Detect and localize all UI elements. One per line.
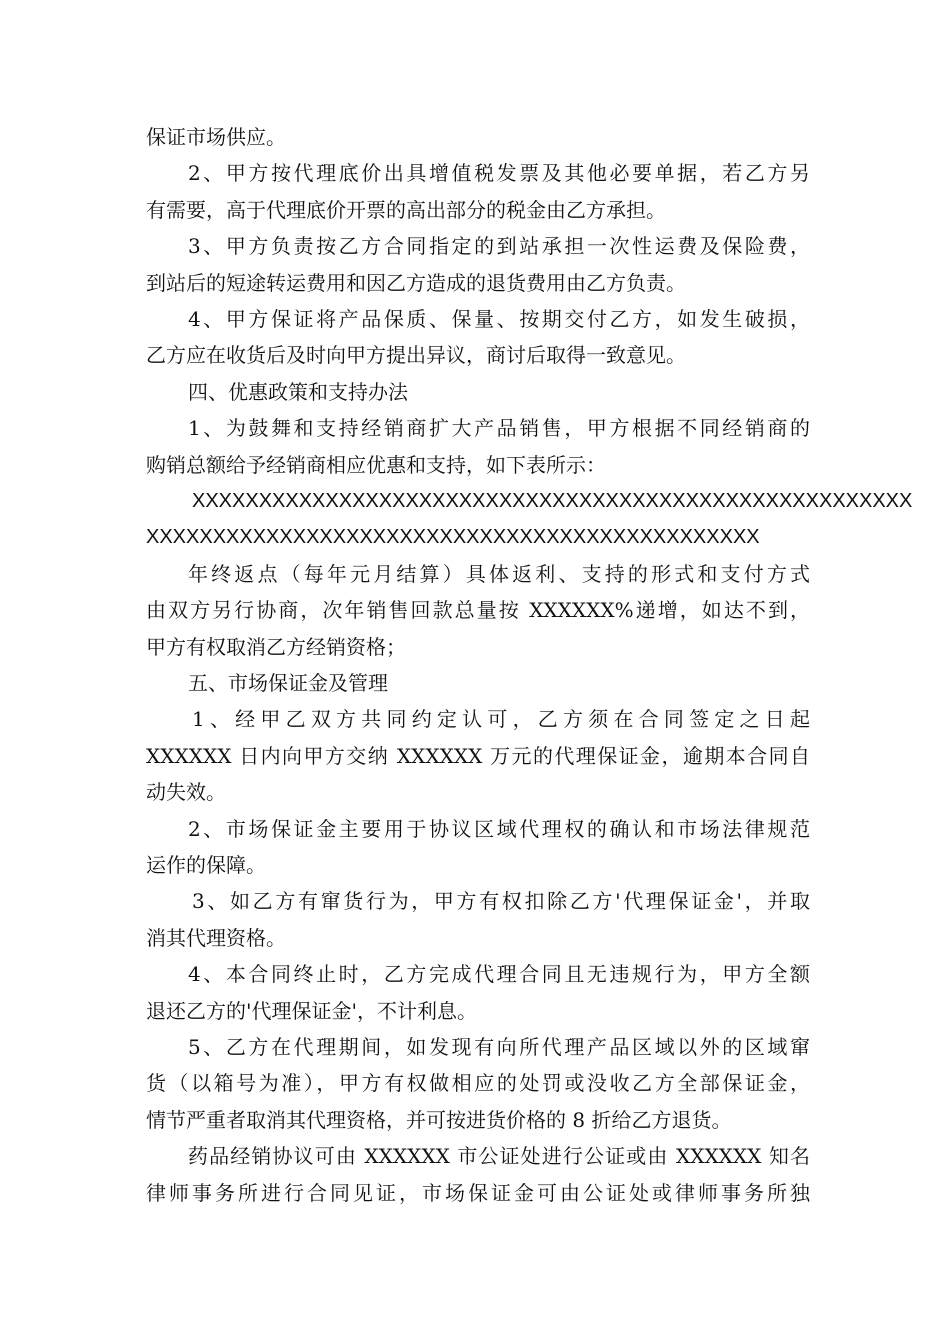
section-heading: 五、市场保证金及管理 [188, 671, 388, 695]
text-line: 4、本合同终止时，乙方完成代理合同且无违规行为，甲方全额 [188, 962, 810, 986]
text-line: 1、经甲乙双方共同约定认可，乙方须在合同签定之日起 [192, 707, 810, 731]
text-line: 2、甲方按代理底价出具增值税发票及其他必要单据，若乙方另 [188, 161, 810, 185]
text-line: 甲方有权取消乙方经销资格； [146, 635, 406, 659]
text-line: 保证市场供应。 [146, 125, 286, 149]
placeholder-line: XXXXXXXXXXXXXXXXXXXXXXXXXXXXXXXXXXXXXXXXXXXXXX [146, 526, 760, 548]
text-line: 2、市场保证金主要用于协议区域代理权的确认和市场法律规范 [188, 817, 810, 841]
placeholder-line: XXXXXXXXXXXXXXXXXXXXXXXXXXXXXXXXXXXXXXXXXXXXXXXXXXXXXX [192, 490, 913, 512]
text-line: 5、乙方在代理期间，如发现有向所代理产品区域以外的区域窜 [188, 1035, 810, 1059]
text-line: 3、甲方负责按乙方合同指定的到站承担一次性运费及保险费， [188, 234, 810, 258]
text-line: 消其代理资格。 [146, 926, 286, 950]
section-heading: 四、优惠政策和支持办法 [188, 380, 408, 404]
text-line: 4、甲方保证将产品保质、保量、按期交付乙方，如发生破损， [188, 307, 810, 331]
text-line: 1、为鼓舞和支持经销商扩大产品销售，甲方根据不同经销商的 [188, 416, 810, 440]
text-line: 运作的保障。 [146, 853, 266, 877]
text-line: 购销总额给予经销商相应优惠和支持，如下表所示： [146, 453, 606, 477]
text-line: 退还乙方的'代理保证金'，不计利息。 [146, 999, 477, 1023]
text-line: 到站后的短途转运费用和因乙方造成的退货费用由乙方负责。 [146, 271, 686, 295]
text-line: 由双方另行协商，次年销售回款总量按 XXXXXX%递增，如达不到， [146, 598, 810, 622]
text-line: 货（以箱号为准），甲方有权做相应的处罚或没收乙方全部保证金， [146, 1071, 810, 1095]
text-line: 有需要，高于代理底价开票的高出部分的税金由乙方承担。 [146, 198, 666, 222]
text-line: 律师事务所进行合同见证，市场保证金可由公证处或律师事务所独 [146, 1181, 810, 1205]
text-line: 年终返点（每年元月结算）具体返利、支持的形式和支付方式 [188, 562, 810, 586]
text-line: 情节严重者取消其代理资格，并可按进货价格的 8 折给乙方退货。 [146, 1108, 732, 1132]
text-line: XXXXXX 日内向甲方交纳 XXXXXX 万元的代理保证金，逾期本合同自 [146, 744, 810, 768]
text-line: 药品经销协议可由 XXXXXX 市公证处进行公证或由 XXXXXX 知名 [188, 1144, 810, 1168]
text-line: 动失效。 [146, 780, 226, 804]
text-line: 3、如乙方有窜货行为，甲方有权扣除乙方'代理保证金'，并取 [192, 889, 810, 913]
text-line: 乙方应在收货后及时向甲方提出异议，商讨后取得一致意见。 [146, 343, 686, 367]
